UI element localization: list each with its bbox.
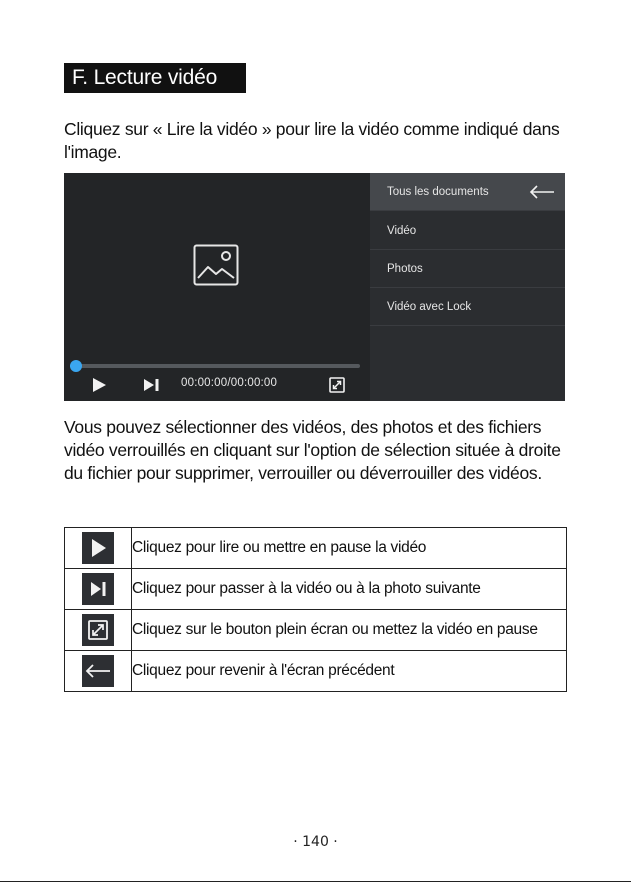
- page-number: · 140 ·: [293, 834, 338, 850]
- progress-bar[interactable]: [70, 364, 360, 368]
- time-display: 00:00:00/00:00:00: [181, 377, 278, 389]
- table-row: [65, 610, 567, 651]
- icon-legend-table: [64, 527, 567, 692]
- page-bottom-rule: [0, 881, 631, 882]
- fullscreen-icon: [82, 614, 114, 646]
- menu-item-video[interactable]: [370, 212, 565, 250]
- menu-item-photos[interactable]: [370, 250, 565, 288]
- intro-paragraph: Cliquez sur « Lire la vidéo » pour lire la vidéo comme indiqué dans l'image.: [64, 119, 560, 162]
- menu-item-label: Photos: [387, 263, 423, 275]
- fullscreen-icon[interactable]: [329, 377, 345, 393]
- back-arrow-icon[interactable]: [529, 184, 555, 200]
- section-title: F. Lecture vidéo: [64, 63, 246, 93]
- legend-text: Cliquez pour lire ou mettre en pause la vidéo: [132, 528, 567, 569]
- play-icon[interactable]: [92, 378, 106, 392]
- menu-item-label: Vidéo avec Lock: [387, 301, 472, 313]
- table-row: [65, 651, 567, 692]
- table-row: [65, 569, 567, 610]
- device-screenshot: [64, 173, 565, 401]
- menu-item-label: Tous les documents: [387, 186, 489, 198]
- description-paragraph: Vous pouvez sélectionner des vidéos, des photos et des fichiers vidéo verrouillés en cliquant sur l'option de sélection située à droite du fichier pour supprimer, verrouiller ou déverrouiller des vidéos.: [64, 417, 561, 483]
- image-placeholder-icon: [193, 244, 239, 286]
- file-menu: [370, 173, 565, 401]
- legend-text: Cliquez sur le bouton plein écran ou mettez la vidéo en pause: [132, 610, 567, 651]
- next-icon: [82, 573, 114, 605]
- table-row: [65, 528, 567, 569]
- progress-handle[interactable]: [70, 360, 82, 372]
- menu-item-label: Vidéo: [387, 225, 417, 237]
- play-icon: [82, 532, 114, 564]
- back-arrow-icon: [82, 655, 114, 687]
- legend-text: Cliquez pour passer à la vidéo ou à la photo suivante: [132, 569, 567, 610]
- menu-item-video-lock[interactable]: [370, 288, 565, 326]
- legend-text: Cliquez pour revenir à l'écran précédent: [132, 651, 567, 692]
- menu-item-all-documents[interactable]: [370, 173, 565, 211]
- next-icon[interactable]: [144, 379, 159, 391]
- video-player: [64, 173, 370, 401]
